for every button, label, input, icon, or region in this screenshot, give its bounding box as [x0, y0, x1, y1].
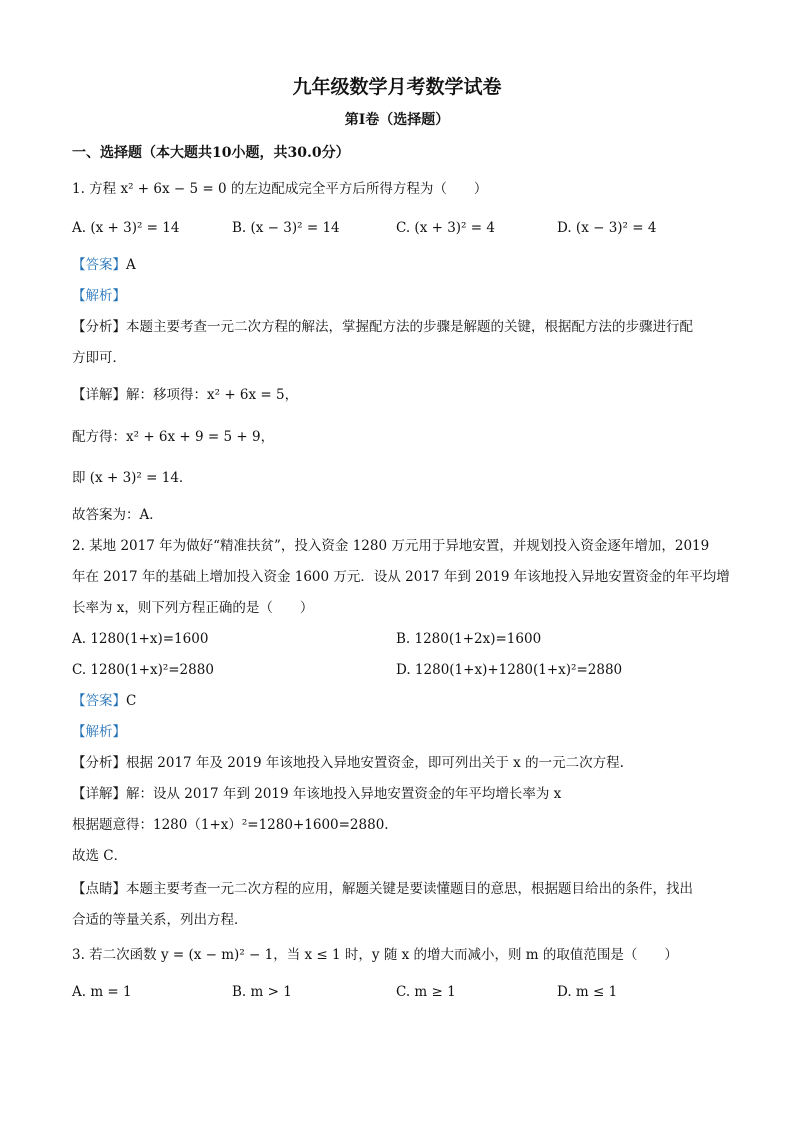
- q1-fenxi-cont: 方即可．: [72, 350, 126, 366]
- q1-xiangjie-line: [72, 386, 298, 404]
- xiangjie-tag: 【详解】: [72, 786, 126, 802]
- q1-option-d: D. (x − 3)² = 4: [557, 220, 657, 236]
- q2-answer-line: [72, 692, 136, 710]
- q2-option-a: A. 1280(1+x)=1600: [72, 631, 209, 647]
- q1-step2: 配方得：x² + 6x + 9 = 5 + 9，: [72, 429, 275, 445]
- q1-option-a: A. (x + 3)² = 14: [72, 220, 180, 236]
- page-subtitle: 第I卷（选择题）: [344, 112, 450, 128]
- q1-xiangjie-text: 解：移项得：x² + 6x = 5，: [126, 387, 299, 403]
- analysis-tag: 【解析】: [72, 288, 126, 304]
- fenxi-tag: 【分析】: [72, 755, 126, 771]
- q1-conclusion: 故答案为：A．: [72, 507, 163, 523]
- q3-option-a: A. m = 1: [72, 984, 132, 1000]
- q3-option-c: C. m ≥ 1: [396, 984, 456, 1000]
- q3-stem: 3. 若二次函数 y = (x − m)² − 1，当 x ≤ 1 时，y 随 x 的增大而减小，则 m 的取值范围是（ ）: [72, 947, 678, 963]
- q2-dianjing-text: 本题主要考查一元二次方程的应用，解题关键是要读懂题目的意思，根据题目给出的条件，找出: [126, 881, 693, 897]
- q3-option-b: B. m > 1: [232, 984, 292, 1000]
- dianjing-tag: 【点睛】: [72, 881, 126, 897]
- section-heading: 一、选择题（本大题共10小题，共30.0分）: [72, 145, 350, 161]
- q1-fenxi-line: [72, 318, 693, 336]
- q2-option-d: D. 1280(1+x)+1280(1+x)²=2880: [396, 662, 623, 678]
- q1-step3: 即 (x + 3)² = 14．: [72, 470, 193, 486]
- q2-fenxi-line: [72, 754, 624, 772]
- q3-option-d: D. m ≤ 1: [557, 984, 618, 1000]
- q2-option-c: C. 1280(1+x)²=2880: [72, 662, 214, 678]
- q1-option-b: B. (x − 3)² = 14: [232, 220, 340, 236]
- page-title: 九年级数学月考数学试卷: [292, 76, 502, 98]
- q2-xiangjie-text: 解：设从 2017 年到 2019 年该地投入异地安置资金的年平均增长率为 x: [126, 786, 562, 802]
- q1-answer-line: [72, 256, 136, 274]
- q2-stem-line3: 长率为 x，则下列方程正确的是（ ）: [72, 600, 314, 616]
- xiangjie-tag: 【详解】: [72, 387, 126, 403]
- q2-analysis-line: [72, 723, 126, 741]
- q2-stem-line1: 2. 某地 2017 年为做好“精准扶贫”，投入资金 1280 万元用于异地安置，并规划投入资金逐年增加，2019: [72, 538, 710, 554]
- q1-fenxi-text: 本题主要考查一元二次方程的解法，掌握配方法的步骤是解题的关键，根据配方法的步骤进行配: [126, 319, 693, 335]
- answer-tag: 【答案】: [72, 693, 126, 709]
- q2-conclusion: 故选 C．: [72, 848, 128, 864]
- answer-tag: 【答案】: [72, 257, 126, 273]
- q1-analysis-line: [72, 287, 126, 305]
- q2-step2: 根据题意得：1280（1+x）²=1280+1600=2880.: [72, 817, 389, 833]
- q2-xiangjie-line: [72, 785, 561, 803]
- fenxi-tag: 【分析】: [72, 319, 126, 335]
- q2-fenxi-text: 根据 2017 年及 2019 年该地投入异地安置资金，即可列出关于 x 的一元二次方程.: [126, 755, 624, 771]
- q1-stem: 1. 方程 x² + 6x − 5 = 0 的左边配成完全平方后所得方程为（ ）: [72, 181, 488, 197]
- q2-answer: C: [126, 693, 137, 709]
- q2-stem-line2: 年在 2017 年的基础上增加投入资金 1600 万元．设从 2017 年到 2019 年该地投入异地安置资金的年平均增: [72, 569, 730, 585]
- q2-option-b: B. 1280(1+2x)=1600: [396, 631, 542, 647]
- q2-dianjing-line: [72, 880, 693, 898]
- analysis-tag: 【解析】: [72, 724, 126, 740]
- q1-answer: A: [126, 257, 136, 273]
- q1-option-c: C. (x + 3)² = 4: [396, 220, 495, 236]
- q2-dianjing-cont: 合适的等量关系，列出方程．: [72, 912, 248, 928]
